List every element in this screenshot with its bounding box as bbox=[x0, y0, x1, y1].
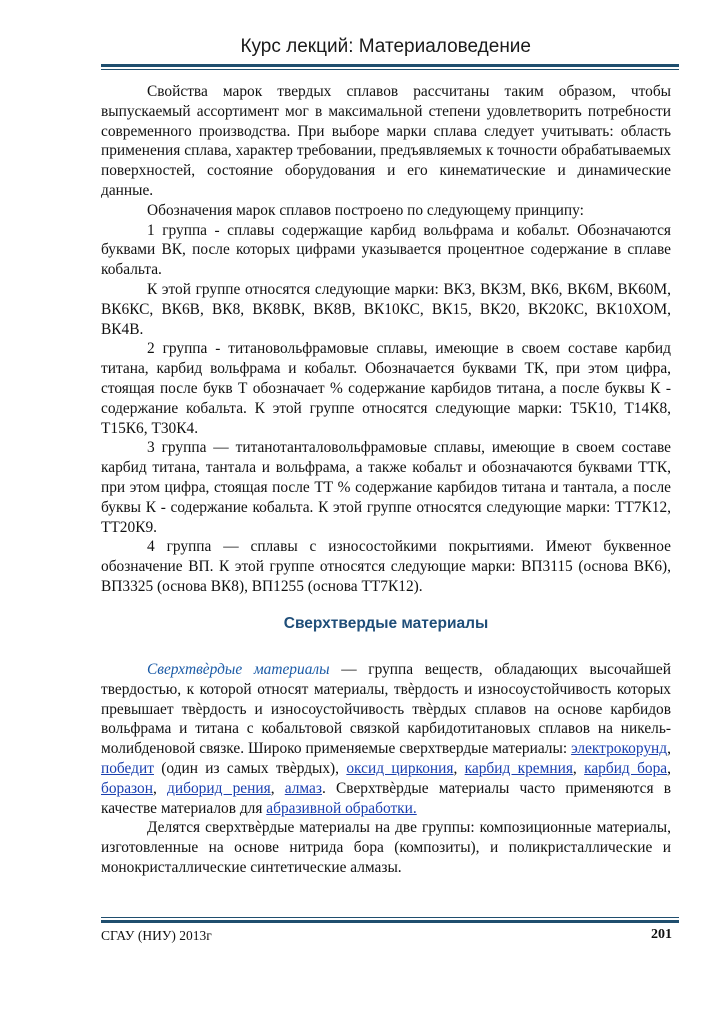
link-zirconium-oxide[interactable]: оксид циркония bbox=[346, 759, 454, 777]
link-abrasive-processing[interactable]: абразивной обработки. bbox=[266, 799, 417, 817]
header-rule-thin bbox=[101, 69, 679, 70]
paragraph: К этой группе относятся следующие марки: ВКЗ, ВКЗМ, ВК6, ВК6М, ВК60М, ВК6КС, ВК6В, ВК8, ВК8ВК, ВК8В, ВК10КС, ВК15, ВК20, ВК20КС, ВК10ХОМ, ВК4В. bbox=[101, 280, 671, 338]
paragraph: Обозначения марок сплавов построено по следующему принципу: bbox=[147, 201, 584, 219]
term-superhard: Сверхтвѐрдые материалы bbox=[147, 661, 330, 678]
paragraph-superhard: Сверхтвѐрдые материалы — группа веществ, обладающих высочайшей твердостью, к которой относят материалы, твѐрдость и износоустойчивость которых превышает твѐрдость и износоустойчивость твѐрдых сплавов на основе карбидов вольфрама и титана с кобальтовой связкой карбидотитановых сплавов на никель-молибденовой связке. Широко применяемые сверхтвердые материалы: электрокорунд, победит (один из самых твѐрдых), оксид циркония, карбид кремния, карбид бора, боразон, диборид рения, алмаз. Сверхтвѐрдые материалы часто применяются в качестве материалов для абразивной обработки. bbox=[101, 661, 672, 817]
link-diamond[interactable]: алмаз bbox=[284, 779, 322, 797]
link-borazon[interactable]: боразон bbox=[101, 779, 153, 797]
footer-rule-thin bbox=[101, 917, 679, 918]
link-pobedit[interactable]: победит bbox=[101, 759, 154, 777]
body-section-2 bbox=[101, 660, 671, 878]
footer-rule bbox=[101, 920, 679, 923]
footer-institution: СГАУ (НИУ) 2013г bbox=[101, 928, 212, 943]
link-boron-carbide[interactable]: карбид бора bbox=[584, 759, 668, 777]
paragraph: Делятся сверхтвѐрдые материалы на две группы: композиционные материалы, изготовленные на основе нитрида бора (композиты), и поликристаллические и монокристаллические синтетические алмазы. bbox=[101, 819, 671, 876]
paragraph: 3 группа — титанотанталовольфрамовые сплавы, имеющие в своем составе карбид титана, тантала и вольфрама, а также кобальт и обозначаются буквами ТТК, при этом цифра, стоящая после ТТ % содержание карбидов титана и тантала, а после буквы К - содержание кобальта. К этой группе относятся следующие марки: ТТ7К12, ТТ20К9. bbox=[101, 439, 671, 536]
header-rule bbox=[101, 64, 679, 67]
body-section-1 bbox=[101, 82, 671, 597]
paragraph: Свойства марок твердых сплавов рассчитаны таким образом, чтобы выпускаемый ассортимент мог в максимальной степени удовлетворить потребности современного производства. При выборе марки сплава следует учитывать: область применения сплава, характер требовании, предъявляемых к точности обрабатываемых поверхностей, состояние оборудования и его кинематические и динамические данные. bbox=[101, 83, 671, 199]
section-heading: Сверхтвердые материалы bbox=[283, 615, 489, 632]
page-number: 201 bbox=[651, 927, 672, 942]
link-electrocorundum[interactable]: электрокорунд bbox=[571, 740, 668, 758]
page-header-title: Курс лекций: Материаловедение bbox=[240, 36, 531, 57]
paragraph: 1 группа - сплавы содержащие карбид вольфрама и кобальт. Обозначаются буквами ВК, после которых цифрами указывается процентное содержание в сплаве кобальта. bbox=[101, 221, 671, 279]
link-rhenium-diboride[interactable]: диборид рения bbox=[167, 779, 271, 797]
paragraph: 2 группа - титановольфрамовые сплавы, имеющие в своем составе карбид титана, карбид вольфрама и кобальт. Обозначается буквами ТК, при этом цифра, стоящая после букв Т обозначает % содержание карбидов титана, а после буквы К - содержание кобальта. К этой группе относятся следующие марки: Т5К10, Т14К8, Т15К6, Т30К4. bbox=[101, 340, 671, 437]
paragraph: 4 группа — сплавы с износостойкими покрытиями. Имеют буквенное обозначение ВП. К этой группе относятся следующие марки: ВП3115 (основа ВК6), ВП3325 (основа ВК8), ВП1255 (основа ТТ7К12). bbox=[101, 538, 671, 595]
link-silicon-carbide[interactable]: карбид кремния bbox=[464, 759, 573, 777]
